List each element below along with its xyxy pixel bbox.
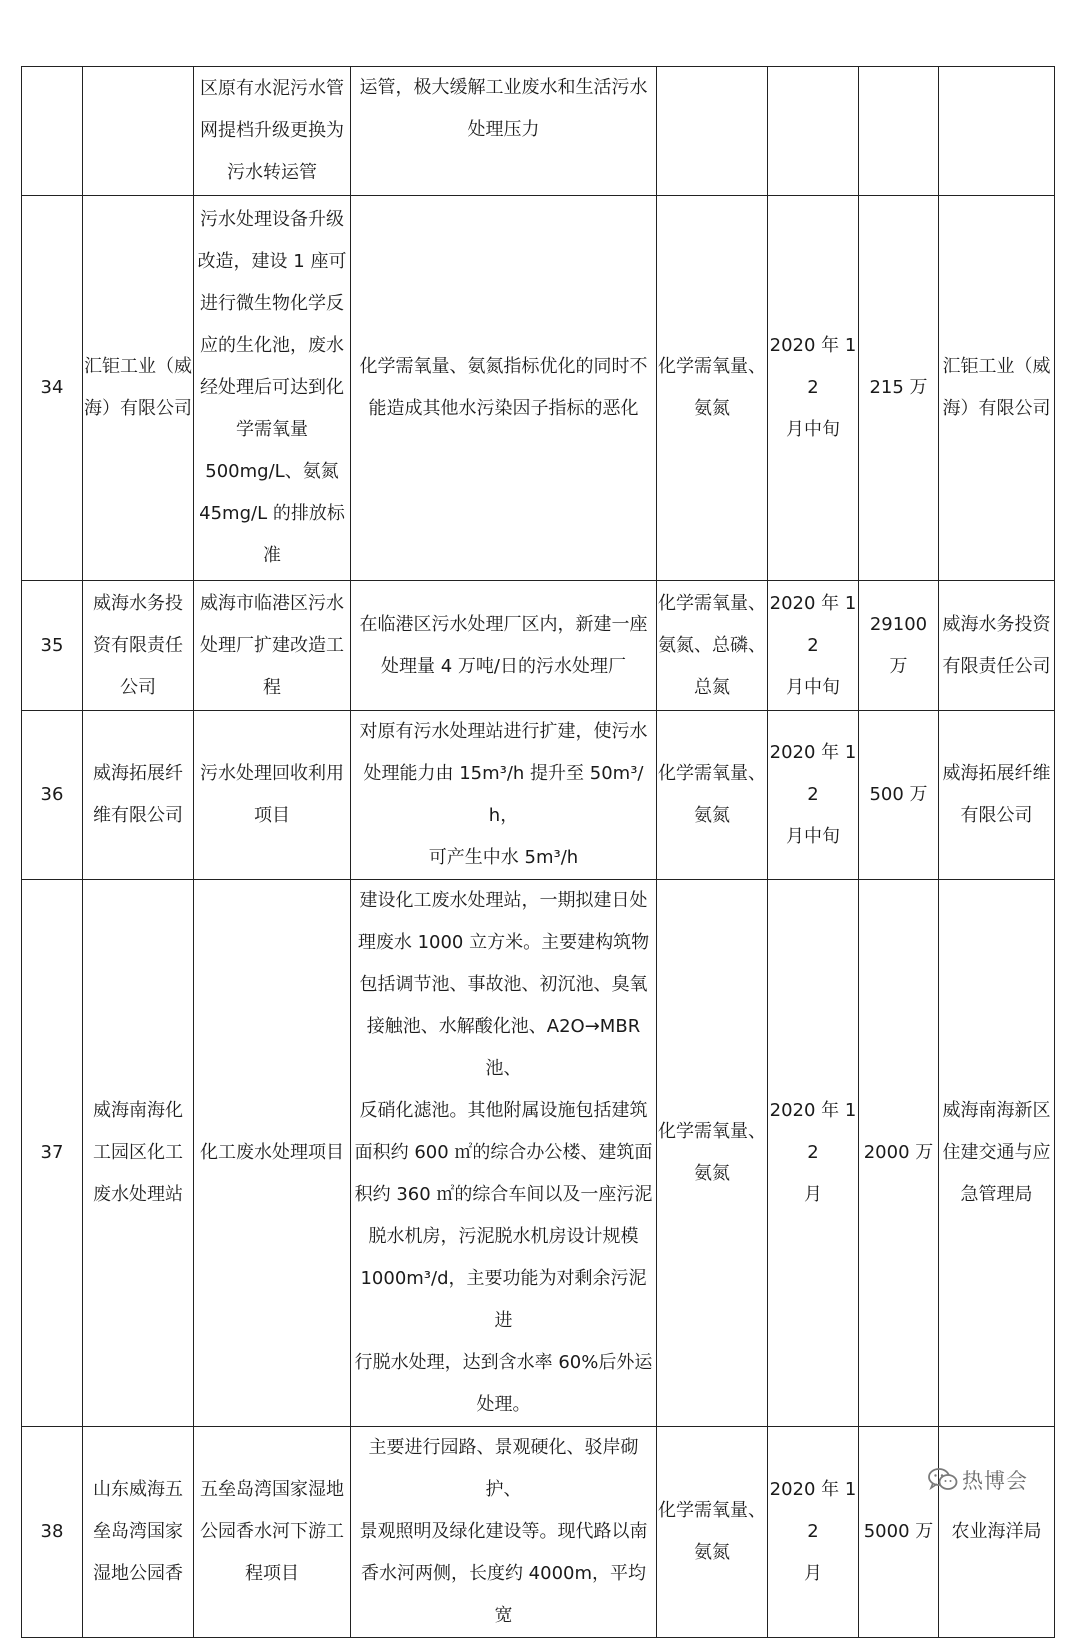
cell-project-name: 化工废水处理项目 [194,880,351,1427]
cell-invest: 215 万 [859,196,939,581]
cell-invest: 29100 万 [859,581,939,711]
cell-no: 38 [22,1427,83,1638]
cell-project-name: 五垒岛湾国家湿地 公园香水河下游工 程项目 [194,1427,351,1638]
table-row [22,196,1055,581]
cell-no [22,67,83,196]
table-row [22,1427,1055,1638]
cell-unit: 山东威海五 垒岛湾国家 湿地公园香 [83,1427,194,1638]
cell-dept: 威海南海新区 住建交通与应 急管理局 [939,880,1055,1427]
project-table [21,66,1055,1638]
cell-project-name: 区原有水泥污水管 网提档升级更换为 污水转运管 [194,67,351,196]
cell-indicator: 化学需氧量、 氨氮 [657,880,768,1427]
cell-invest: 500 万 [859,711,939,880]
cell-time: 2020 年 12 月 [768,1427,859,1638]
cell-dept: 威海水务投资 有限责任公司 [939,581,1055,711]
cell-unit: 威海水务投 资有限责任 公司 [83,581,194,711]
table-row [22,67,1055,196]
cell-indicator: 化学需氧量、 氨氮 [657,711,768,880]
cell-no: 34 [22,196,83,581]
cell-unit: 威海南海化 工园区化工 废水处理站 [83,880,194,1427]
cell-time: 2020 年 12 月中旬 [768,581,859,711]
cell-content: 化学需氧量、氨氮指标优化的同时不 能造成其他水污染因子指标的恶化 [351,196,657,581]
cell-dept: 汇钜工业（威 海）有限公司 [939,196,1055,581]
table-row [22,711,1055,880]
cell-project-name: 威海市临港区污水 处理厂扩建改造工 程 [194,581,351,711]
cell-unit: 威海拓展纤 维有限公司 [83,711,194,880]
cell-time [768,67,859,196]
cell-time: 2020 年 12 月 [768,880,859,1427]
cell-content: 运管，极大缓解工业废水和生活污水 处理压力 [351,67,657,196]
cell-time: 2020 年 12 月中旬 [768,196,859,581]
cell-no: 36 [22,711,83,880]
cell-content: 建设化工废水处理站，一期拟建日处 理废水 1000 立方米。主要建构筑物 包括调节池、事故池、初沉池、臭氧 接触池、水解酸化池、A2O→MBR 池、 反硝化滤池。其他附属设施包括建筑 面积约 600 ㎡的综合办公楼、建筑面 积约 360 ㎡的综合车间以及一座污泥 脱水机房，污泥脱水机房设计规模 1000m³/d，主要功能为对剩余污泥进 行脱水处理，达到含水率 60%后外运 处理。 [351,880,657,1427]
cell-no: 35 [22,581,83,711]
cell-dept: 威海拓展纤维 有限公司 [939,711,1055,880]
cell-indicator: 化学需氧量、 氨氮 [657,196,768,581]
cell-dept: 农业海洋局 [939,1427,1055,1638]
cell-indicator: 化学需氧量、 氨氮 [657,1427,768,1638]
watermark [928,1462,1058,1498]
cell-unit: 汇钜工业（威 海）有限公司 [83,196,194,581]
cell-indicator: 化学需氧量、 氨氮、总磷、 总氮 [657,581,768,711]
cell-content: 主要进行园路、景观硬化、驳岸砌护、 景观照明及绿化建设等。现代路以南 香水河两侧，长度约 4000m，平均宽 [351,1427,657,1638]
cell-project-name: 污水处理回收利用 项目 [194,711,351,880]
cell-content: 对原有污水处理站进行扩建，使污水 处理能力由 15m³/h 提升至 50m³/h， 可产生中水 5m³/h [351,711,657,880]
cell-dept [939,67,1055,196]
cell-indicator [657,67,768,196]
cell-invest [859,67,939,196]
watermark-text: 热博会 [962,1469,1028,1493]
cell-invest: 2000 万 [859,880,939,1427]
table-row [22,880,1055,1427]
cell-invest: 5000 万 [859,1427,939,1638]
cell-unit [83,67,194,196]
cell-project-name: 污水处理设备升级 改造，建设 1 座可 进行微生物化学反 应的生化池，废水 经处理后可达到化 学需氧量 500mg/L、氨氮 45mg/L 的排放标 准 [194,196,351,581]
cell-no: 37 [22,880,83,1427]
cell-content: 在临港区污水处理厂区内，新建一座 处理量 4 万吨/日的污水处理厂 [351,581,657,711]
cell-time: 2020 年 12 月中旬 [768,711,859,880]
wechat-logo-icon [928,1467,958,1493]
table-row [22,581,1055,711]
